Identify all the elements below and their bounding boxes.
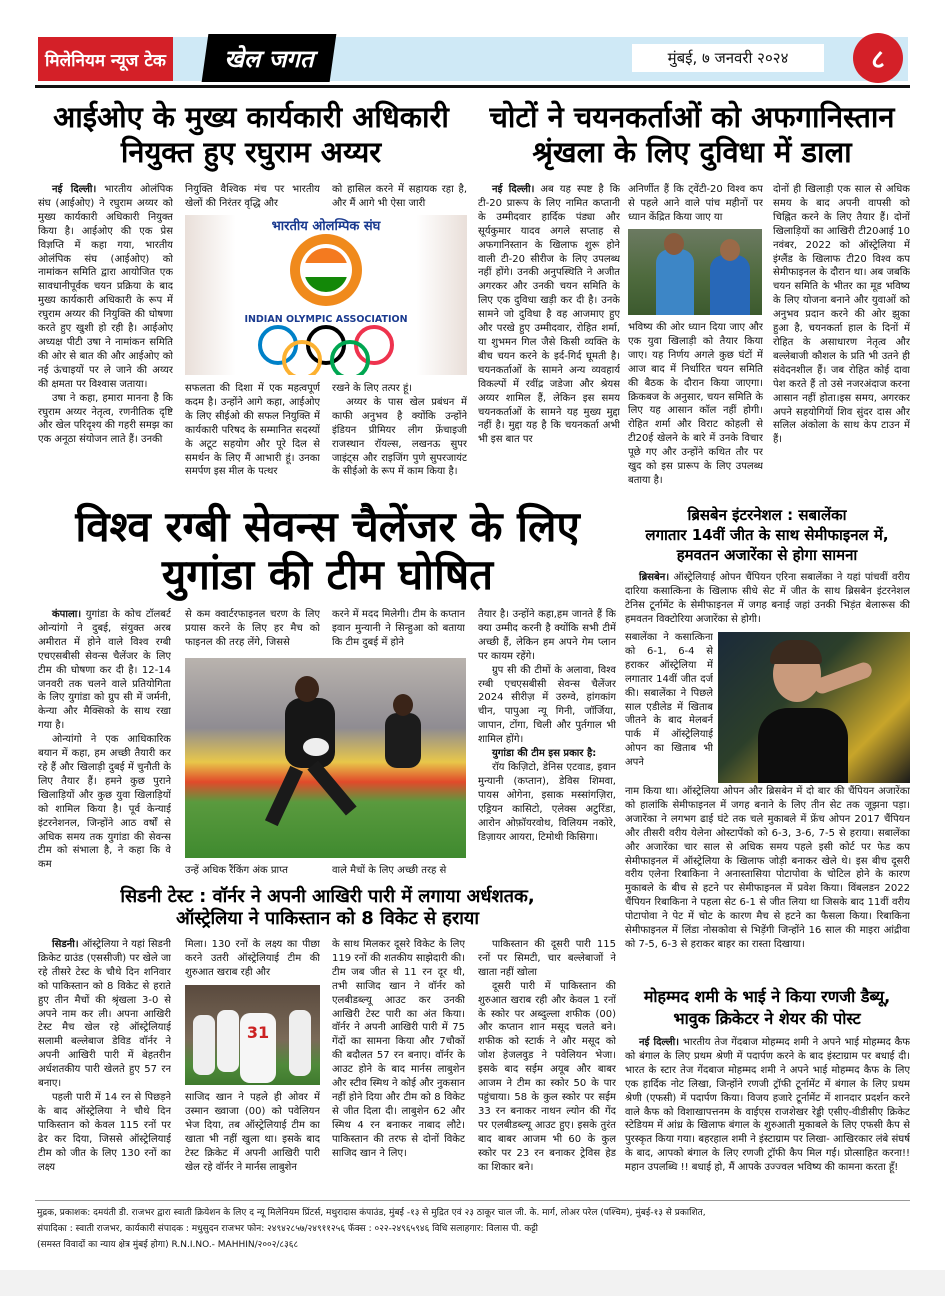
- section-title: खेल जगत: [224, 44, 314, 73]
- subheading: युगांडा की टीम इस प्रकार है:: [492, 748, 597, 760]
- footer-line: संपादिका : स्वाती राजभर, कार्यकारी संपादक : मधुसुदन राजभर फोन: २४९४२८५७/२४९११२५६ फॅक्स : ०२२-२४९६५९४६ विधि सलाहगार: विलास पी. कट्टी: [37, 1224, 538, 1234]
- paragraph: अनिर्णीत हैं कि ट्वेंटी-20 विश्व कप से पहले आने वाले पांच महीनों पर ध्यान केंद्रित किया जाए या: [628, 184, 763, 223]
- headline-line: चोटों ने चयनकर्ताओं को अफगानिस्तान: [489, 100, 895, 134]
- paragraph: वाले मैचों के लिए अच्छी तरह से: [332, 865, 447, 876]
- headline-line: श्रृंखला के लिए दुविधा में डाला: [532, 134, 852, 169]
- headline-line: भावुक क्रिकेटर ने शेयर की पोस्ट: [673, 1009, 861, 1028]
- paragraph: सफलता की दिशा में एक महत्वपूर्ण कदम है। उन्होंने आगे कहा, आईओए के लिए सीईओ की सफल नियुक्ति में कार्यकारी परिषद के सम्मानित सदस्यों के अटूट सहयोग और पूरे दिल से समर्थन के लिए मैं आभारी हूं। उनका समर्पण इस मील के पत्थर: [185, 383, 320, 478]
- tennis-headline: [622, 505, 912, 565]
- sydney-col2-top: [185, 938, 320, 982]
- headline-line: सिडनी टेस्ट : वॉर्नर ने अपनी आखिरी पारी में लगाया अर्धशतक,: [120, 886, 535, 907]
- dateline: कंपाला।: [52, 609, 82, 620]
- imprint-footer: [35, 1200, 910, 1256]
- sydney-col3: [332, 938, 465, 1196]
- selectors-col1: [478, 183, 620, 495]
- rugby-col3-bottom: [332, 864, 465, 880]
- paragraph: नियुक्ति वैश्विक मंच पर भारतीय खेलों की निरंतर वृद्धि और: [185, 184, 320, 209]
- sydney-col4: [478, 938, 616, 1196]
- ioa-col2-bottom: [185, 382, 320, 495]
- paragraph: उषा ने कहा, हमारा मानना है कि रघुराम अय्यर नेतृत्व, रणनीतिक दृष्टि और खेल परिदृश्य की गहरी समझ का एक अनूठा संयोजन लाते हैं। उनकी: [38, 392, 173, 446]
- headline-line: हमवतन अजारेंका से होगा सामना: [676, 546, 858, 564]
- paragraph: करने में मदद मिलेगी। टीम के कप्तान इवान मुन्यानी ने सिन्हुआ को बताया कि टीम दुबई में होने: [332, 609, 465, 648]
- headline-line: लगातार 14वीं जीत के साथ सेमीफाइनल में,: [645, 526, 889, 544]
- footer-line: मुद्रक, प्रकाशक: दमयंती डी. राजभर द्वारा स्वाती क्रियेशन के लिए द न्यू मिलेनियम प्रिंटर्स, मथुरादास कंपाउंड, मुंबई -१३ से मुद्रित एवं २३ ठाकूर चाल जी. के. मार्ग, लोअर परेल (पश्चिम), मुंबई-१३ से प्रकाशित,: [37, 1208, 706, 1218]
- headline-line: युगांडा की टीम घोषित: [161, 550, 494, 599]
- ioa-col1: [38, 183, 173, 495]
- sydney-col1: [38, 938, 171, 1196]
- rugby-col2-bottom: [185, 864, 320, 880]
- paragraph: पाकिस्तान की दूसरी पारी 115 रनों पर सिमटी, चार बल्लेबाजों ने खाता नहीं खोला: [478, 939, 616, 978]
- rugby-player-photo: [185, 658, 466, 858]
- headline-line: विश्व रग्बी सेवन्स चैलेंजर के लिए: [75, 502, 580, 551]
- tennis-intro: [625, 571, 910, 629]
- svg-text:भारतीय ओलम्पिक संघ: भारतीय ओलम्पिक संघ: [271, 219, 381, 234]
- paragraph: ऑस्ट्रेलियाई ओपन चैंपियन एरिना सबालेंका ने यहां पांचवीं वरीय दारिया कसात्किना के खिलाफ सीधे सेट में जीत के साथ ब्रिसबेन इंटरनेशल टेनिस टूर्नामेंट के सेमीफाइनल में जगह बनाई जहां उनकी भिड़ंत बेलारूस की हमवतन विक्टोरिया अजारेंका से होगी।: [625, 572, 910, 625]
- paragraph: अब यह स्पष्ट है कि टी-20 प्रारूप के लिए नामित कप्तानी के उम्मीदवार हार्दिक पंड्या और सूर्यकुमार यादव अगले सप्ताह से अफगानिस्तान के खिलाफ शुरू होने वाली टी-20 सीरीज के लिए उपलब्ध नहीं होंगे। उनकी अनुपस्थिति ने अजीत अगरकर और उनकी चयन समिति के लिए एक दुविधा खड़ी कर दी है। उनके सामने जो दुविधा है वह आजमाए हुए और परखे हुए उम्मीदवार, रोहित शर्मा, या शुभमन गिल जैसे किसी व्यक्ति के बीच चयन करने के इर्द-गिर्द घूमती है। चयनकर्ताओं के सामने अन्य व्यवहार्य विकल्पों में रवींद्र जडेजा और श्रेयस अय्यर शामिल हैं, लेकिन इस समय चयनकर्ताओं के सामने यह मुख्य मुद्दा नहीं है। मुद्दा यह है कि चयनकर्ता अभी भी इस बात पर: [478, 184, 620, 446]
- paragraph: ऑस्ट्रेलिया ने यहां सिडनी क्रिकेट ग्राउंड (एससीजी) पर खेले जा रहे तीसरे टेस्ट के चौथे दिन शनिवार को पाकिस्तान को 8 विकेट से हराते हुए तीन मैचों की श्रृंखला 3-0 से अपने नाम कर ली। अपना आखिरी टेस्ट मैच खेल रहे ऑस्ट्रेलियाई सलामी बल्लेबाज डेविड वॉर्नर ने अपनी आखिरी पारी में बेहतरीन अर्धशतकीय पारी खेलते हुए 57 रन बनाए।: [38, 939, 171, 1090]
- paragraph: भारतीय ओलंपिक संघ (आईओए) ने रघुराम अय्यर को मुख्य कार्यकारी अधिकारी नियुक्त किया है। आईओए की एक प्रेस विज्ञप्ति में कहा गया, भारतीय ओलंपिक संघ (आईओए) को नामांकन समिति द्वारा आयोजित एक सावधानीपूर्वक चयन प्रक्रिया के बाद मुख्य कार्यकारी अधिकारी के रूप में रघुराम अय्यर की नियुक्ति की घोषणा करते हुए खुशी हो रही है। आईओए अध्यक्ष पीटी उषा ने नामांकन समिति की ओर से बात की और आईओए को नई ऊंचाइयों पर ले जाने की अय्यर की क्षमता पर विश्वास जताया।: [38, 184, 173, 390]
- paragraph: रॉय किज़िटो, डेनिस एटवाड, इवान मुन्यानी (कप्तान), डेविस शिमवा, पायस ओगेना, इसाक मस्सांगज़िरा, एड्रियन कासिटो, एलेक्स अटुरिंडा, आरोन ओफ़ॉयरवोथ, विलियम नकोरे, डिज़ायर आयरा, टिमोथी किसिगा।: [478, 761, 616, 843]
- ioa-headline: [35, 100, 467, 170]
- paragraph: ओन्यांगो ने एक आधिकारिक बयान में कहा, हम अच्छी तैयारी कर रहे हैं और खिलाड़ी दुबई में चुनौती के लिए तैयार हैं। हमने कुछ पुराने खिलाड़ियों और कुछ युवा खिलाड़ियों को शामिल किया है। पूर्व केन्याई इंटरनेशनल, जिन्होंने आठ वर्षों से अधिक समय तक युगांडा की सेवन्स टीम को संभाला है, ने कहा कि वे कम: [38, 734, 171, 871]
- dateline: सिडनी।: [52, 939, 79, 950]
- paragraph: दोनों ही खिलाड़ी एक साल से अधिक समय के बाद अपनी वापसी को चिह्नित करने के लिए तैयार हैं। दोनों खिलाड़ियों का आखिरी टी20आई 10 नवंबर, 2022 को ऑस्ट्रेलिया में इंग्लैंड के खिलाफ टी20 विश्व कप सेमीफाइनल के दौरान था। अब जबकि चयन समिति के भीतर का मूड भविष्य के लिए योजना बनाने और युवाओं को अनुभव प्रदान करने की ओर झुका हुआ है, चयनकर्ता हाल के दिनों में रोहित के असाधारण नेतृत्व और बल्लेबाजी कौशल के प्रति भी उतने ही संवेदनशील हैं। जब रोहित कोई दावा पेश करते हैं तो उसे नजरअंदाज करना आसान नहीं होता।इस समय, अगरकर अपने सहयोगियों शिव सुंदर दास और सलिल अंकोला के साथ केप टाउन में हैं।: [773, 184, 910, 446]
- paragraph: रखने के लिए तत्पर हूं।: [332, 383, 413, 394]
- shami-body: [625, 1036, 910, 1196]
- rugby-col1: [38, 608, 171, 880]
- rugby-col2-top: [185, 608, 320, 652]
- dateline: नई दिल्ली।: [52, 184, 97, 195]
- sydney-col2-bottom: [185, 1091, 320, 1196]
- paragraph: दूसरी पारी में पाकिस्तान की शुरुआत खराब रही और केवल 1 रनों के स्कोर पर अब्दुल्ला शफीक (00) और कप्तान शान मसूद चलते बने। शफीक को स्टार्क ने और मसूद को जोश हेजलवुड ने पवेलियन भेजा। इसके बाद सईम अयूब और बाबर आजम ने टीम का स्कोर 50 के पार पहुंचाया। 58 के कुल स्कोर पर सईम 33 रन बनाकर नाथन ल्योन की गेंद पर एलबीडब्ल्यू आउट हुए। इसके तुरंत बाद बाबर आजम भी 60 के कुल स्कोर पर 23 रन बनाकर ट्रेविस हेड का शिकार बने।: [478, 980, 616, 1173]
- headline-line: नियुक्त हुए रघुराम अय्यर: [120, 134, 382, 169]
- headline-line: मोहम्मद शमी के भाई ने किया रणजी डैब्यू,: [643, 987, 891, 1006]
- paragraph: पहली पारी में 14 रन से पिछड़ने के बाद ऑस्ट्रेलिया ने चौथे दिन पाकिस्तान को केवल 115 रनों पर ढेर कर दिया, जिससे ऑस्ट्रेलियाई टीम को जीत के लिए 130 रनों का लक्ष्य: [38, 1091, 171, 1173]
- dateline: नई दिल्ली।: [492, 184, 535, 195]
- selectors-col2-bottom: [628, 321, 763, 495]
- footer-line: (समस्त विवादों का न्याय क्षेत्र मुंबई होगा) R.N.I.NO.- MAHHIN/२००२/८३६८: [37, 1240, 299, 1250]
- paragraph: साजिद खान ने पहले ही ओवर में उस्मान ख्वाजा (00) को पवेलियन भेज दिया, तब ऑस्ट्रेलियाई टीम का खाता भी नहीं खुला था। इसके बाद टेस्ट क्रिकेट में अपनी आखिरी पारी खेल रहे वॉर्नर ने मार्नस लाबुशेन: [185, 1092, 320, 1173]
- paragraph: मिला। 130 रनों के लक्ष्य का पीछा करने उतरी ऑस्ट्रेलियाई टीम की शुरुआत खराब रही और: [185, 939, 320, 978]
- page-bottom-margin: [0, 1270, 945, 1296]
- sydney-headline: [35, 886, 620, 930]
- paragraph: ग्रुप सी की टीमों के अलावा, विश्व रग्बी एचएसबीसी सेवन्स चैलेंजर 2024 सीरीज़ में उरुग्वे, हांगकांग चीन, पापुआ न्यू गिनी, जॉर्जिया, जापान, टोंगा, चिली और पुर्तगाल भी शामिल होंगे।: [478, 664, 616, 746]
- masthead: मिलेनियम न्यूज टेक: [38, 37, 173, 81]
- warner-photo: [185, 985, 320, 1085]
- jersey-number: 31: [240, 1013, 276, 1083]
- selectors-headline: [472, 100, 912, 170]
- svg-text:INDIAN OLYMPIC ASSOCIATION: INDIAN OLYMPIC ASSOCIATION: [244, 314, 408, 325]
- paragraph: उन्हें अधिक रैंकिंग अंक प्राप्त: [185, 865, 288, 876]
- selectors-col3: [773, 183, 910, 495]
- paragraph: नाम किया था। ऑस्ट्रेलिया ओपन और ब्रिसबेन में दो बार की चैंपियन अजारेंका को हालांकि सेमीफाइनल में जगह बनाने के लिए तीन सेट तक जूझना पड़ा। अजारेंका ने लगभग ढाई घंटे तक चले मुकाबले में फ्रेंच ओपन 2017 चैंपियन और तीसरी वरीय येलेना ओस्टापेंको को 6-3, 3-6, 7-5 से हराया। सबालेंका और अजारेंका चार साल से अधिक समय पहले इसी कोर्ट पर फेड कप सेमीफाइनल में ऑस्ट्रेलिया के खिलाफ जोड़ी बनाकर खेले थे। इस बीच दूसरी वरीय एलेना रिबाकिना ने अनास्तासिया पोटापोवा के चोटिल होने के कारण मुकाबले के बीच से हटने पर सेमीफाइनल में प्रवेश किया। विंबलडन 2022 चैंपियन रिबाकिना ने पहला सेट 6-1 से जीत लिया था जिसके बाद 11वीं वरीय पोटापोवा ने पेट में चोट के कारण मैच से हटने का फैसला किया। रिबाकिना सेमीफाइनल में लिंडा नोसकोवा से भिड़ेंगी जिन्होंने 16 साल की माइरा आंद्रीवा को 7-5, 6-3 से हराकर बाहर का रास्ता दिखाया।: [625, 786, 910, 950]
- paragraph: तैयार है। उन्होंने कहा,हम जानते हैं कि क्या उम्मीद करनी है क्योंकि सभी टीमें अच्छी हैं, लेकिन हम अपने गेम प्लान पर कायम रहेंगे।: [478, 609, 616, 662]
- headline-line: ऑस्ट्रेलिया ने पाकिस्तान को 8 विकेट से हराया: [175, 908, 480, 929]
- dateline: ब्रिसबेन।: [639, 572, 670, 583]
- rugby-col3-top: [332, 608, 465, 652]
- headline-line: ब्रिसबेन इंटरनेशल : सबालेंका: [687, 506, 847, 524]
- paragraph: के साथ मिलकर दूसरे विकेट के लिए 119 रनों की शतकीय साझेदारी की। टीम जब जीत से 11 रन दूर थी, तभी साजिद खान ने वॉर्नर को एलबीडब्ल्यू आउट कर उनकी आखिरी टेस्ट पारी का अंत किया। वॉर्नर ने अपनी आखिरी पारी में 75 गेंदों का सामना किया और 7चौकों की बदौलत 57 रन बनाए। वॉर्नर के आउट होने के बाद मार्नस लाबुशेन और स्टीव स्मिथ ने कोई और नुकसान नहीं होने दिया और टीम को 8 विकेट से जीत दिला दी। लाबुशेन 62 और स्मिथ 4 रन बनाकर नाबाद लौटे। पाकिस्तान की तरफ से दोनों विकेट साजिद खान ने लिए।: [332, 939, 465, 1159]
- paragraph: युगांडा के कोच टॉलबर्ट ओन्यांगो ने दुबई, संयुक्त अरब अमीरात में होने वाले विश्व रग्बी एचएसबीसी सेवन्स चैलेंजर के लिए टीम की घोषणा कर दी है। 12-14 जनवरी तक चलने वाले प्रतियोगिता के लिए युगांडा को ग्रुप सी में जर्मनी, केन्या और मैक्सिको के साथ रखा गया है।: [38, 609, 171, 732]
- ioa-col3-top: [332, 183, 467, 213]
- tennis-body: [625, 785, 910, 973]
- sabalenka-photo: [718, 632, 910, 783]
- rugby-col4: [478, 608, 616, 880]
- ioa-col2-top: [185, 183, 320, 213]
- ioa-col3-bottom: [332, 382, 467, 495]
- paragraph: से कम क्वार्टरफाइनल चरण के लिए प्रयास करने के लिए हर मैच को फाइनल की तरह लेंगे, जिससे: [185, 609, 320, 648]
- issue-date: मुंबई, ७ जनवरी २०२४: [632, 44, 824, 72]
- rugby-headline: [35, 503, 620, 599]
- dateline: नई दिल्ली।: [639, 1037, 680, 1048]
- headline-line: आईओए के मुख्य कार्यकारी अधिकारी: [53, 100, 449, 134]
- paragraph: अय्यर के पास खेल प्रबंधन में काफी अनुभव है क्योंकि उन्होंने इंडियन प्रीमियर लीग फ्रेंचाइजी राजस्थान रॉयल्स, लखनऊ सुपर जाइंट्स और राइजिंग पुणे सुपरजायंट के सीईओ के रूप में काम किया है।: [332, 396, 467, 478]
- page-number: ८: [853, 33, 903, 83]
- selectors-col2-top: [628, 183, 763, 227]
- olympic-association-logo: [185, 215, 467, 375]
- cricketers-photo: [628, 229, 762, 315]
- paragraph: भारतीय तेज गेंदबाज मोहम्मद शमी ने अपने भाई मोहम्मद कैफ को बंगाल के लिए प्रथम श्रेणी में पदार्पण करने के बाद इंस्टाग्राम पर बधाई दी। भारत के स्टार तेज गेंदबाज मोहम्मद शमी ने अपने भाई मोहम्मद कैफ के लिए एक हार्दिक नोट लिखा, जिन्होंने रणजी ट्रॉफी टूर्नामेंट में बंगाल के लिए प्रथम श्रेणी (एफसी) में पदार्पण किया। विजय हजारे टूर्नामेंट में शानदार प्रदर्शन करने वाले कैफ को विशाखापत्तनम के वाईएस राजशेखर रेड्डी एसीए-वीडीसीए क्रिकेट स्टेडियम में आंध्र के खिलाफ बंगाल के शुरुआती मुकाबले के लिए एफसी कैप से पुरस्कृत किया गया। बहरहाल शमी ने इंस्टाग्राम पर लिखा- आखिरकार लंबे संघर्ष के बाद, आपको बंगाल के लिए रणजी ट्रॉफी कैप मिल गई। प्रोत्साहित करना!! महान उपलब्धि !! बधाई हो, मैं आपके उज्ज्वल भविष्य की कामना करता हूँ!: [625, 1037, 910, 1174]
- paragraph: को हासिल करने में सहायक रहा है, और मैं आगे भी ऐसा जारी: [332, 184, 467, 209]
- paragraph: सबालेंका ने कसात्किना को 6-1, 6-4 से हराकर ऑस्ट्रेलिया में लगातार 14वीं जीत दर्ज की। सबालेंका ने पिछले साल एडीलेड में खिताब जीतने के बाद मेलबर्न पार्क में ऑस्ट्रेलियाई ओपन का खिताब भी अपने: [625, 632, 713, 769]
- tennis-side: [625, 631, 713, 785]
- header-rule: [35, 85, 910, 88]
- shami-headline: [622, 986, 912, 1030]
- paragraph: भविष्य की ओर ध्यान दिया जाए और एक युवा खिलाड़ी को तैयार किया जाए। यह निर्णय अगले कुछ घंटों में आज बाद में निर्धारित चयन समिति की बैठक के दौरान किया जाएगा। क्रिकबज के अनुसार, चयन समिति के लिए यह आसान कॉल नहीं होगी। रोहित शर्मा और विराट कोहली से टी20ई खेलने के बारे में उनके विचार पूछे गए और उन्होंने कथित तौर पर खुद को इस प्रारूप के लिए उपलब्ध बताया है।: [628, 322, 763, 486]
